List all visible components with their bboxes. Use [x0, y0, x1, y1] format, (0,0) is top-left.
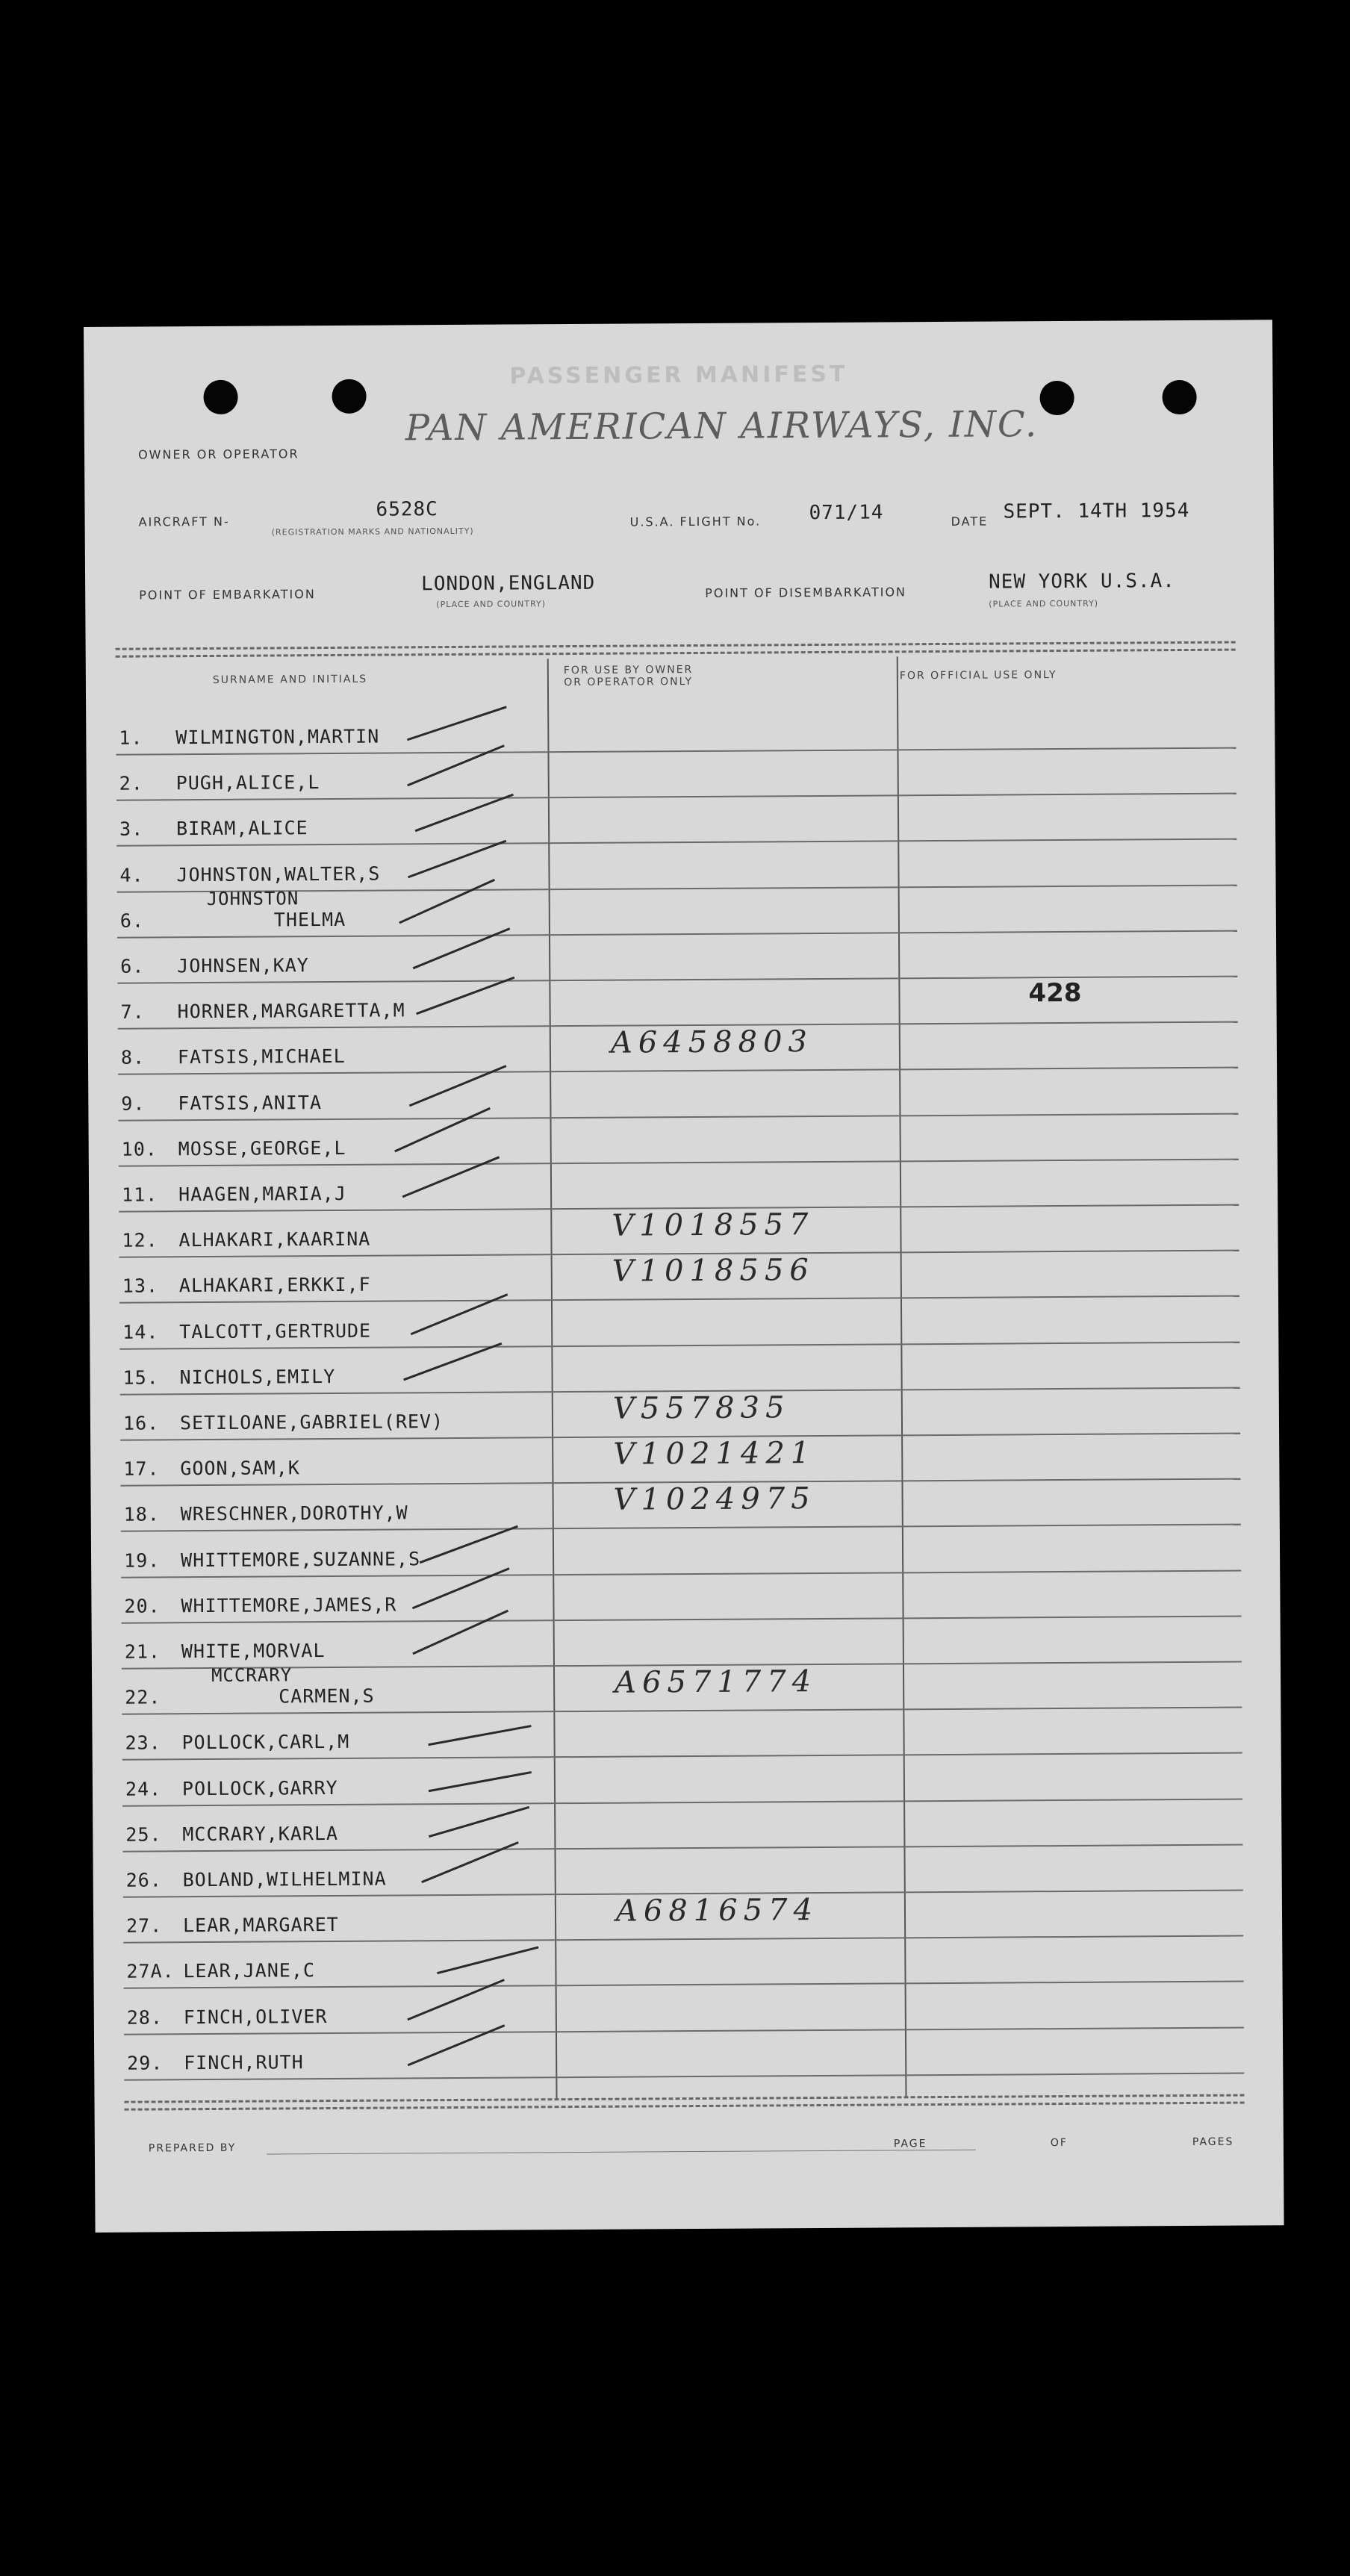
- passenger-number: 20.: [124, 1595, 161, 1617]
- punch-hole: [332, 379, 366, 414]
- row-rule: [124, 2026, 1244, 2035]
- passenger-name: BIRAM,ALICE: [176, 817, 308, 840]
- check-mark: [408, 2024, 506, 2066]
- passenger-name: JOHNSTON,WALTER,S: [176, 862, 381, 886]
- aircraft-label: AIRCRAFT N-: [138, 514, 230, 529]
- page-label: PAGE: [893, 2138, 927, 2150]
- row-rule: [118, 1067, 1238, 1075]
- passenger-number: 1.: [119, 727, 143, 749]
- passenger-number: 18.: [123, 1503, 160, 1526]
- passenger-number: 12.: [122, 1229, 158, 1251]
- col-header-official: FOR OFFICIAL USE ONLY: [899, 669, 1057, 682]
- passport-number: V1018556: [612, 1253, 815, 1289]
- passenger-number: 21.: [124, 1640, 161, 1663]
- check-mark: [428, 1725, 531, 1746]
- row-rule: [121, 1569, 1241, 1578]
- passenger-name-correction: JOHNSTON: [206, 888, 299, 909]
- row-rule: [124, 2072, 1244, 2080]
- owner-label: OWNER OR OPERATOR: [137, 447, 299, 462]
- passenger-number: 15.: [122, 1366, 159, 1389]
- passenger-name: WHITTEMORE,JAMES,R: [181, 1593, 397, 1617]
- prepared-by-line: [267, 2150, 976, 2155]
- column-divider: [547, 659, 558, 2100]
- check-mark: [415, 794, 514, 832]
- passenger-name: TALCOTT,GERTRUDE: [179, 1319, 372, 1343]
- check-mark: [408, 839, 506, 877]
- footer-rule: [125, 2094, 1245, 2103]
- passenger-name: LEAR,JANE,C: [183, 1959, 316, 1982]
- check-mark: [420, 1525, 518, 1563]
- passenger-name: SETILOANE,GABRIEL(REV): [179, 1410, 444, 1434]
- passenger-name: ALHAKARI,ERKKI,F: [178, 1274, 371, 1297]
- row-rule: [122, 1844, 1242, 1852]
- passenger-name: THELMA: [273, 908, 346, 931]
- col-header-owner-use-line2: OR OPERATOR ONLY: [564, 676, 694, 689]
- embark-value: LONDON,ENGLAND: [421, 571, 596, 596]
- of-label: OF: [1050, 2136, 1069, 2150]
- passenger-name: FATSIS,MICHAEL: [177, 1045, 346, 1068]
- header-rule: [116, 641, 1236, 650]
- passenger-name: MCCRARY,KARLA: [182, 1822, 339, 1846]
- passenger-number: 6.: [120, 955, 145, 977]
- passenger-name: POLLOCK,CARL,M: [181, 1731, 350, 1754]
- row-rule: [116, 793, 1237, 801]
- check-mark: [407, 706, 507, 741]
- passport-number: V1021421: [613, 1436, 816, 1472]
- row-rule: [118, 1113, 1238, 1121]
- passenger-name: WRESCHNER,DOROTHY,W: [180, 1502, 408, 1525]
- row-rule: [117, 930, 1237, 938]
- passport-number: A6816574: [615, 1893, 819, 1929]
- passenger-number: 11.: [122, 1183, 158, 1206]
- passenger-number: 29.: [127, 2052, 164, 2074]
- check-mark: [429, 1771, 532, 1792]
- official-annotation: 428: [1028, 977, 1082, 1009]
- passenger-name: WILMINGTON,MARTIN: [175, 725, 380, 749]
- row-rule: [122, 1798, 1242, 1806]
- passport-number: V1024975: [613, 1481, 816, 1518]
- row-rule: [123, 1935, 1243, 1944]
- passenger-number: 14.: [122, 1321, 159, 1343]
- passenger-name: FATSIS,ANITA: [178, 1091, 323, 1114]
- passenger-number: 23.: [125, 1732, 161, 1755]
- passenger-name: NICHOLS,EMILY: [179, 1365, 336, 1389]
- passenger-name: CARMEN,S: [279, 1684, 375, 1708]
- check-mark: [402, 1156, 500, 1198]
- check-mark: [411, 1293, 508, 1335]
- passenger-name: HAAGEN,MARIA,J: [178, 1182, 346, 1206]
- aircraft-value: 6528C: [376, 498, 438, 521]
- embark-label: POINT OF EMBARKATION: [139, 587, 316, 603]
- disembark-value: NEW YORK U.S.A.: [989, 570, 1176, 594]
- check-mark: [437, 1947, 538, 1975]
- date-label: DATE: [951, 514, 989, 529]
- airline-name: PAN AMERICAN AIRWAYS, INC.: [405, 403, 1039, 449]
- check-mark: [409, 1065, 507, 1107]
- pages-label: PAGES: [1192, 2135, 1234, 2148]
- passenger-number: 13.: [122, 1275, 159, 1298]
- passenger-number: 7.: [120, 1001, 145, 1023]
- passenger-name: JOHNSEN,KAY: [177, 954, 309, 977]
- passenger-name-correction: MCCRARY: [211, 1664, 293, 1687]
- passenger-number: 17.: [123, 1457, 160, 1480]
- passenger-name: HORNER,MARGARETTA,M: [177, 999, 405, 1023]
- passenger-number: 28.: [126, 2006, 164, 2029]
- punch-hole: [1162, 380, 1196, 414]
- manifest-sheet: [84, 320, 1284, 2233]
- check-mark: [407, 1979, 505, 2020]
- check-mark: [429, 1806, 529, 1838]
- passport-number: A6458803: [610, 1024, 814, 1061]
- row-rule: [116, 839, 1237, 847]
- flight-label: U.S.A. FLIGHT No.: [629, 514, 762, 529]
- passenger-number: 2.: [119, 772, 143, 794]
- passport-number: V1018557: [612, 1207, 815, 1243]
- disembark-sub: (PLACE AND COUNTRY): [989, 598, 1099, 609]
- passenger-number: 22.: [125, 1686, 161, 1708]
- passenger-number: 19.: [124, 1549, 161, 1572]
- passenger-number: 24.: [125, 1777, 162, 1800]
- header-rule: [116, 649, 1236, 658]
- passenger-number: 6.: [119, 909, 145, 932]
- passport-number: V557835: [612, 1390, 791, 1426]
- punch-hole: [203, 380, 237, 414]
- punch-hole: [1039, 381, 1074, 415]
- check-mark: [403, 1343, 502, 1381]
- row-rule: [119, 1158, 1239, 1166]
- col-header-owner-use-line1: FOR USE BY OWNER: [563, 664, 694, 677]
- check-mark: [416, 977, 514, 1015]
- passenger-name: POLLOCK,GARRY: [181, 1776, 338, 1799]
- passenger-number: 8.: [120, 1046, 146, 1069]
- passport-number: A6571774: [614, 1664, 818, 1700]
- passenger-name: FINCH,RUTH: [184, 2051, 304, 2074]
- embark-sub: (PLACE AND COUNTRY): [436, 599, 547, 610]
- check-mark: [413, 927, 511, 969]
- col-header-surname: SURNAME AND INITIALS: [212, 673, 368, 686]
- prepared-by-label: PREPARED BY: [148, 2141, 237, 2155]
- passenger-number: 26.: [125, 1869, 162, 1891]
- check-mark: [412, 1567, 510, 1609]
- footer-rule: [125, 2102, 1245, 2111]
- passenger-name: GOON,SAM,K: [180, 1457, 300, 1480]
- row-rule: [124, 1981, 1244, 1989]
- check-mark: [421, 1841, 519, 1883]
- aircraft-sub: (REGISTRATION MARKS AND NATIONALITY): [271, 526, 474, 538]
- passenger-name: BOLAND,WILHELMINA: [182, 1867, 387, 1891]
- disembark-label: POINT OF DISEMBARKATION: [705, 585, 907, 600]
- passenger-number: 9.: [121, 1092, 146, 1115]
- passenger-number: 16.: [122, 1412, 160, 1434]
- row-rule: [121, 1524, 1241, 1532]
- row-rule: [122, 1752, 1242, 1761]
- passenger-name: WHITE,MORVAL: [181, 1640, 326, 1663]
- check-mark: [399, 879, 495, 924]
- row-rule: [122, 1707, 1242, 1715]
- passenger-name: MOSSE,GEORGE,L: [178, 1136, 346, 1160]
- passenger-name: ALHAKARI,KAARINA: [178, 1228, 371, 1251]
- passenger-name: PUGH,ALICE,L: [175, 771, 320, 794]
- passenger-number: 27A.: [126, 1960, 175, 1983]
- column-divider: [897, 656, 907, 2097]
- passenger-name: FINCH,OLIVER: [183, 2005, 328, 2028]
- passenger-name: LEAR,MARGARET: [182, 1914, 339, 1937]
- row-rule: [119, 1341, 1239, 1349]
- passenger-number: 27.: [125, 1914, 163, 1937]
- check-mark: [394, 1107, 491, 1152]
- passenger-number: 4.: [119, 864, 144, 886]
- row-rule: [122, 1615, 1242, 1623]
- row-rule: [119, 1295, 1239, 1304]
- passenger-number: 25.: [125, 1823, 162, 1846]
- check-mark: [407, 744, 505, 786]
- flight-value: 071/14: [809, 501, 884, 525]
- row-rule: [116, 747, 1236, 756]
- passenger-number: 3.: [119, 818, 144, 841]
- date-value: SEPT. 14TH 1954: [1003, 499, 1190, 523]
- manifest-title: PASSENGER MANIFEST: [509, 361, 848, 390]
- check-mark: [412, 1610, 508, 1655]
- passenger-number: 10.: [121, 1138, 158, 1160]
- col-header-owner-use: [564, 664, 694, 688]
- passenger-name: WHITTEMORE,SUZANNE,S: [181, 1547, 421, 1571]
